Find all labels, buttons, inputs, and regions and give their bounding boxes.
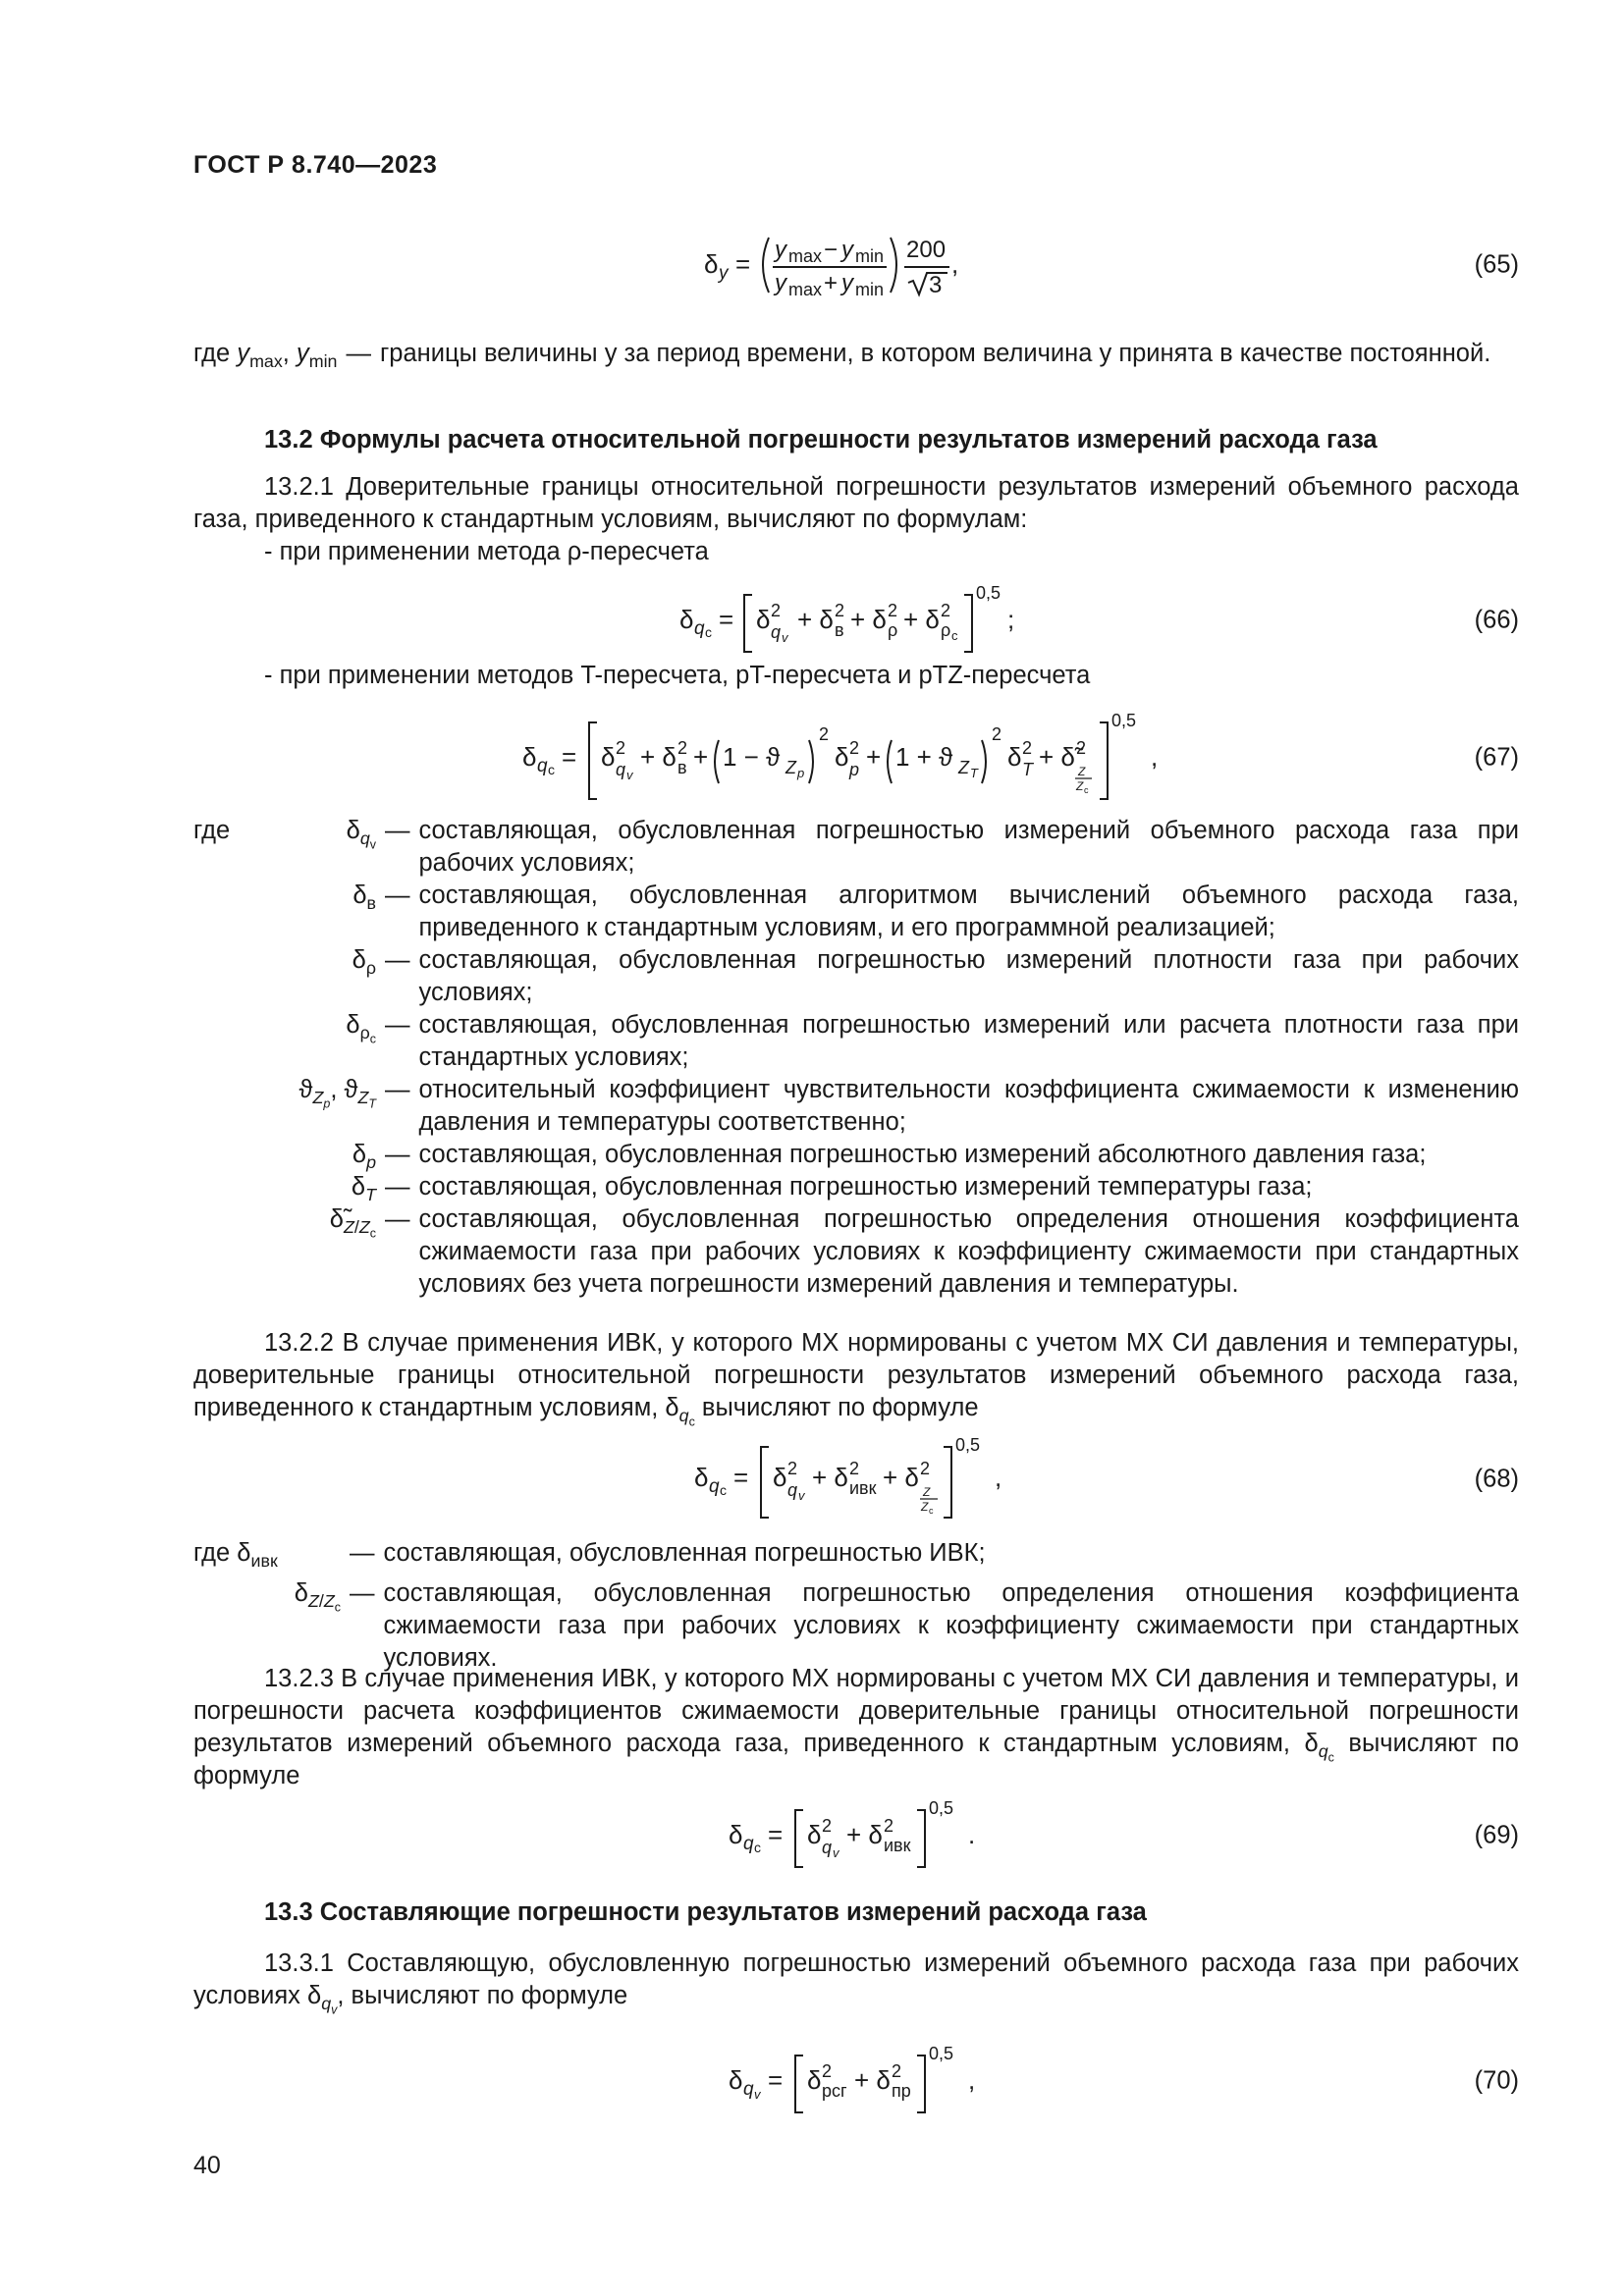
formula-68 [193, 1435, 1519, 1523]
formula-65 [193, 226, 1519, 304]
svg-text:δ: δ [1007, 742, 1022, 772]
svg-text:,: , [968, 2065, 976, 2095]
definition-row [193, 815, 1519, 880]
svg-text:v: v [754, 2087, 761, 2102]
paragraph-13-2-1 [193, 471, 1519, 568]
definition-dash: — [350, 1539, 375, 1567]
equation-number-67: (67) [1474, 743, 1519, 772]
definition-dash: — [385, 946, 410, 974]
paragraph-text: 13.3.1 Составляющую, обусловленную погрешностью измерений объемного расхода газа при рабочих условиях $\delta_{q_v}$, вычисляют по формуле [193, 1949, 1519, 2017]
svg-text:min: min [855, 246, 885, 266]
svg-text:2: 2 [920, 1459, 931, 1478]
svg-text:2: 2 [1076, 738, 1087, 758]
svg-text:q: q [694, 618, 705, 639]
definition-row [193, 1537, 1519, 1570]
svg-text:=: = [733, 1463, 749, 1492]
svg-text:+: + [866, 742, 882, 772]
definition-symbol: $\delta_p$ [352, 1141, 376, 1173]
svg-text:c: c [720, 1482, 727, 1498]
svg-text:1 − ϑ: 1 − ϑ [723, 742, 781, 772]
svg-text:max: max [788, 246, 823, 266]
definition-dash: — [385, 1205, 410, 1233]
equation-number-68: (68) [1474, 1465, 1519, 1493]
definition-text: границы величины y за период времени, в котором величина y принята в качестве постоянной. [379, 340, 1491, 367]
definition-dash: — [385, 817, 410, 844]
svg-text:p: p [797, 766, 805, 780]
svg-text:в: в [835, 620, 844, 640]
formula-70 [193, 2042, 1519, 2120]
definition-text: составляющая, обусловленная погрешностью измерений абсолютного давления газа; [418, 1141, 1427, 1168]
svg-text:,: , [1151, 742, 1159, 772]
paragraph-text: 13.2.1 Доверительные границы относительной погрешности результатов измерений объемного расхода газа, приведенного к стандартным условиям, вычисляют по формулам: [193, 473, 1519, 533]
definition-dash: — [385, 1011, 410, 1039]
svg-text:δ: δ [729, 1820, 743, 1849]
svg-text:+: + [693, 742, 709, 772]
definition-text: составляющая, обусловленная погрешностью измерений объемного расхода газа при рабочих условиях; [418, 817, 1519, 877]
definition-text: составляющая, обусловленная погрешностью определения отношения коэффициента сжимаемости газа при рабочих условиях к коэффициенту сжимаемости при стандартных условиях. [383, 1579, 1519, 1672]
page-number: 40 [193, 2152, 221, 2179]
svg-text:2: 2 [888, 601, 898, 620]
svg-text:δ: δ [807, 2065, 822, 2095]
svg-text:c: c [754, 1840, 761, 1855]
svg-text:T: T [970, 766, 978, 780]
svg-text:min: min [855, 280, 885, 299]
paragraph-T-methods [193, 660, 1519, 692]
svg-text:ρ: ρ [941, 620, 951, 640]
definition-symbol: $\delta_T$ [351, 1173, 376, 1205]
svg-text:y: y [775, 270, 786, 296]
svg-text:+ δ: + δ [846, 1820, 883, 1849]
svg-text:c: c [1084, 785, 1089, 795]
svg-text:Z: Z [785, 758, 796, 777]
formula-66-math [679, 581, 1033, 660]
svg-text:3: 3 [929, 272, 943, 298]
svg-text:0,5: 0,5 [929, 1798, 954, 1818]
definition-symbol: $\deltã_{Z/Z_c}$ [329, 1205, 376, 1241]
svg-text:y: y [719, 263, 729, 284]
svg-text:δ: δ [807, 1820, 822, 1849]
svg-text:y: y [775, 237, 786, 263]
definition-row [193, 1171, 1519, 1203]
section-title-13-2: 13.2 Формулы расчета относительной погрешности результатов измерений расхода газа [264, 426, 1378, 454]
svg-text:δ: δ [694, 1463, 709, 1492]
svg-text:Z: Z [1076, 779, 1084, 793]
svg-text:2: 2 [992, 724, 1002, 744]
definition-symbol: где $\delta_{ивк}$ [193, 1539, 278, 1572]
section-13-3 [193, 1896, 1519, 1929]
equation-number-66: (66) [1474, 606, 1519, 634]
svg-text:δ: δ [756, 605, 771, 634]
svg-text:+ δ̃: + δ̃ [1039, 742, 1075, 772]
definition-row [193, 1009, 1519, 1074]
svg-text:1 + ϑ: 1 + ϑ [895, 742, 953, 772]
svg-text:v: v [833, 1845, 839, 1860]
svg-text:δ: δ [773, 1463, 787, 1492]
svg-text:q: q [771, 622, 782, 642]
formula-69 [193, 1796, 1519, 1875]
paragraph-text: 13.2.3 В случае применения ИВК, у которого МХ нормированы с учетом МХ СИ давления и температуры, и погрешности расчета коэффициентов сжимаемости доверительные границы относительной погрешности результатов измерений объемного расхода газа, приведенного к стандартным условиям, $\delta_{q_c}$ вычисляют по формуле [193, 1665, 1519, 1789]
svg-text:p: p [849, 760, 860, 779]
definition-symbol: $\delta_{q_v}$ [346, 817, 376, 852]
svg-text:c: c [929, 1506, 934, 1516]
definition-text: составляющая, обусловленная погрешностью определения отношения коэффициента сжимаемости газа при рабочих условиях к коэффициенту сжимаемости при стандартных условиях без учета погрешности измерений давления и температуры. [418, 1205, 1519, 1298]
formula-70-math [729, 2042, 1003, 2120]
definition-text: относительный коэффициент чувствительности коэффициента сжимаемости к изменению давления и температуры соответственно; [418, 1076, 1519, 1136]
definition-row [193, 944, 1519, 1009]
svg-text:2: 2 [1022, 738, 1033, 758]
svg-text:,: , [951, 249, 959, 279]
svg-text:q: q [616, 760, 626, 779]
definition-text: составляющая, обусловленная погрешностью измерений или расчета плотности газа при стандартных условиях; [418, 1011, 1519, 1071]
svg-text:q: q [743, 1834, 754, 1854]
svg-text:=: = [719, 605, 734, 634]
svg-text:=: = [768, 2065, 784, 2095]
definition-row [193, 1139, 1519, 1171]
svg-text:y: y [841, 270, 853, 296]
svg-text:δ: δ [601, 742, 616, 772]
equation-number-65: (65) [1474, 250, 1519, 279]
svg-text:;: ; [1007, 605, 1015, 634]
svg-text:v: v [626, 768, 633, 782]
definition-text: составляющая, обусловленная погрешностью ИВК; [383, 1539, 986, 1567]
svg-text:+ δ: + δ [850, 605, 887, 634]
svg-text:0,5: 0,5 [976, 583, 1001, 603]
svg-text:−: − [824, 237, 839, 263]
paragraph-13-3-1 [193, 1948, 1519, 2017]
svg-text:2: 2 [822, 1816, 833, 1836]
paragraph-body: 13.2.3 В случае применения ИВК, у которого МХ нормированы с учетом МХ СИ давления и температуры, и погрешности расчета коэффициентов сжимаемости доверительные границы относительной погрешности результатов измерений объемного расхода газа, приведенного к стандартным условиям, [193, 1665, 1519, 1757]
svg-text:c: c [951, 628, 958, 643]
svg-text:+ δ: + δ [797, 605, 834, 634]
svg-text:2: 2 [787, 1459, 798, 1478]
document-page [193, 0, 1519, 2296]
svg-text:Z: Z [1078, 765, 1086, 778]
definition-dash: — [385, 1173, 410, 1201]
svg-text:2: 2 [849, 738, 860, 758]
svg-text:v: v [798, 1488, 805, 1503]
svg-text:v: v [782, 630, 788, 645]
svg-text:ρ: ρ [888, 620, 898, 640]
svg-text:+ δ: + δ [640, 742, 677, 772]
svg-text:q: q [709, 1476, 720, 1497]
svg-text:q: q [822, 1838, 833, 1857]
svg-text:Z: Z [921, 1500, 929, 1514]
definition-text: составляющая, обусловленная погрешностью измерений плотности газа при рабочих условиях; [418, 946, 1519, 1006]
svg-text:в: в [677, 758, 687, 777]
svg-text:c: c [548, 762, 555, 777]
where-label: где [193, 340, 231, 367]
definition-dash: — [385, 881, 410, 909]
svg-text:2: 2 [941, 601, 951, 620]
svg-text:2: 2 [616, 738, 626, 758]
svg-text:q: q [743, 2079, 754, 2100]
svg-text:0,5: 0,5 [1111, 711, 1137, 730]
svg-text:δ: δ [729, 2065, 743, 2095]
svg-text:ивк: ивк [884, 1836, 911, 1855]
definition-list-67 [193, 815, 1519, 1301]
svg-text:рсг: рсг [822, 2081, 847, 2101]
svg-text:2: 2 [677, 738, 688, 758]
equation-number-69: (69) [1474, 1821, 1519, 1849]
document-header: ГОСТ Р 8.740—2023 [193, 151, 438, 179]
definition-list-65 [193, 338, 1519, 370]
definition-symbol: $\delta_{Z/Z_c}$ [294, 1579, 341, 1615]
svg-text:2: 2 [819, 724, 830, 744]
definition-row [193, 1074, 1519, 1139]
definition-row [193, 880, 1519, 944]
paragraph-body: 13.3.1 Составляющую, обусловленную погрешностью измерений объемного расхода газа при рабочих условиях [193, 1949, 1519, 2009]
svg-text:δ: δ [679, 605, 694, 634]
svg-text:δ: δ [835, 742, 849, 772]
definition-symbol: где $y_{max}$, $y_{min}$ [193, 340, 338, 372]
svg-text:Z: Z [923, 1485, 931, 1499]
paragraph-text: 13.2.2 В случае применения ИВК, у которого МХ нормированы с учетом МХ СИ давления и температуры, доверительные границы относительной погрешности результатов измерений объемного расхода газа, приведенного к стандартным условиям, $\delta_{q_c}$ вычисляют по формуле [193, 1329, 1519, 1429]
paragraph-body: 13.2.2 В случае применения ИВК, у которого МХ нормированы с учетом МХ СИ давления и температуры, доверительные границы относительной погрешности результатов измерений объемного расхода газа, приведенного к стандартным условиям, [193, 1329, 1519, 1421]
definition-row [193, 1577, 1519, 1675]
definition-list-68 [193, 1537, 1519, 1675]
svg-text:T: T [1022, 760, 1033, 779]
formula-67 [193, 709, 1519, 807]
svg-text:пр: пр [892, 2081, 911, 2101]
formula-68-math [694, 1435, 1028, 1523]
paragraph-rho-method: - при применении метода ρ-пересчета [264, 538, 709, 565]
svg-text:c: c [705, 624, 712, 640]
svg-text:2: 2 [892, 2061, 902, 2081]
svg-text:ивк: ивк [849, 1478, 877, 1498]
svg-text:δ: δ [704, 249, 719, 279]
svg-text:q: q [537, 756, 548, 776]
svg-text:2: 2 [884, 1816, 894, 1836]
svg-text:,: , [995, 1463, 1002, 1492]
svg-text:+ δ: + δ [854, 2065, 891, 2095]
svg-text:+ δ: + δ [883, 1463, 919, 1492]
formula-67-math [522, 709, 1210, 807]
definition-symbol: $\delta_в$ [352, 881, 376, 914]
svg-text:=: = [562, 742, 577, 772]
svg-text:max: max [788, 280, 823, 299]
svg-text:2: 2 [835, 601, 845, 620]
formula-69-math [729, 1796, 1003, 1875]
svg-text:+ δ: + δ [903, 605, 940, 634]
svg-text:2: 2 [771, 601, 782, 620]
svg-text:2: 2 [849, 1459, 860, 1478]
svg-text:.: . [968, 1820, 976, 1849]
definition-row [193, 338, 1519, 370]
definition-symbol: $\delta_{\rho_c}$ [346, 1011, 376, 1046]
paragraph-tail: , вычисляют по формуле [337, 1982, 628, 2009]
svg-text:=: = [735, 249, 751, 279]
formula-66 [193, 581, 1519, 660]
definition-row [193, 1203, 1519, 1301]
svg-text:2: 2 [822, 2061, 833, 2081]
svg-text:=: = [768, 1820, 784, 1849]
paragraph-tail: вычисляют по формуле [193, 1730, 1519, 1789]
svg-text:Z: Z [958, 758, 969, 777]
svg-text:0,5: 0,5 [929, 2044, 954, 2063]
paragraph-13-2-3 [193, 1663, 1519, 1792]
definition-text: составляющая, обусловленная алгоритмом вычислений объемного расхода газа, приведенного к стандартным условиям, и его программной реализацией; [418, 881, 1519, 941]
paragraph-13-2-2 [193, 1327, 1519, 1429]
paragraph-text: - при применении методов T-пересчета, pT-пересчета и pTZ-пересчета [264, 662, 1091, 689]
where-label: где [193, 1539, 231, 1567]
formula-65-math [704, 226, 1028, 304]
definition-symbol: $\delta_\rho$ [352, 946, 376, 979]
definition-text: составляющая, обусловленная погрешностью измерений температуры газа; [418, 1173, 1313, 1201]
definition-dash: — [346, 340, 371, 367]
section-title-13-3: 13.3 Составляющие погрешности результатов измерений расхода газа [264, 1898, 1147, 1926]
section-13-2 [193, 424, 1519, 456]
equation-number-70: (70) [1474, 2066, 1519, 2095]
svg-text:+: + [824, 270, 839, 296]
svg-text:y: y [841, 237, 853, 263]
svg-text:δ: δ [522, 742, 537, 772]
definition-dash: — [350, 1579, 375, 1607]
definition-dash: — [385, 1076, 410, 1103]
svg-text:q: q [787, 1480, 798, 1500]
definition-symbol: $ϑ_{Z_p}$, $ϑ_{Z_T}$ [298, 1076, 376, 1111]
svg-text:200: 200 [906, 237, 947, 263]
svg-text:+ δ: + δ [812, 1463, 848, 1492]
svg-text:0,5: 0,5 [955, 1435, 981, 1455]
where-label: где [193, 817, 231, 844]
paragraph-tail: вычисляют по формуле [701, 1394, 979, 1421]
definition-dash: — [385, 1141, 410, 1168]
